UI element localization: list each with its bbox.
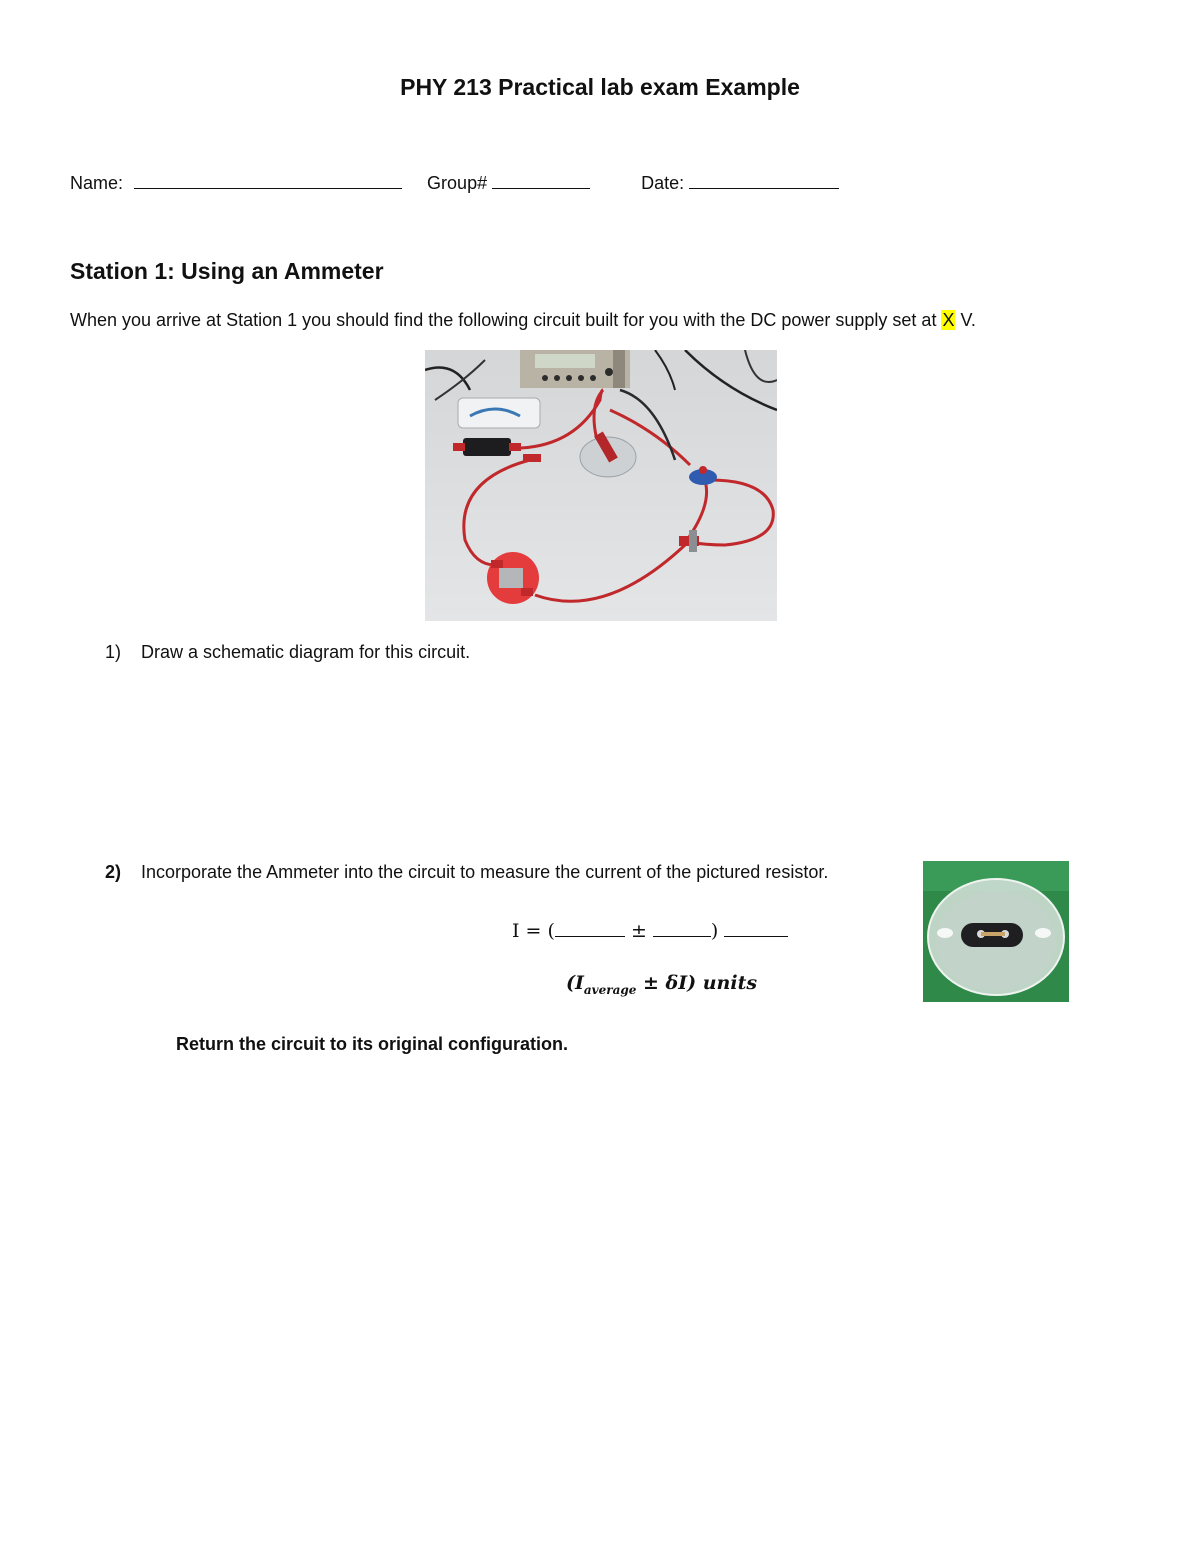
station-intro (70, 310, 976, 331)
equation-pm: ± (624, 920, 653, 942)
question-1-text: Draw a schematic diagram for this circuit. (141, 642, 471, 662)
question-1 (105, 642, 470, 663)
name-blank[interactable] (134, 170, 402, 189)
question-1-number: 1) (105, 642, 122, 662)
current-equation (512, 920, 788, 942)
legend-open: ( (566, 972, 575, 994)
equation-close: ) (710, 920, 719, 942)
page-title: PHY 213 Practical lab exam Example (400, 74, 800, 100)
station-heading: Station 1: Using an Ammeter (70, 258, 384, 284)
average-blank[interactable] (555, 920, 625, 937)
date-label: Date: (641, 173, 685, 193)
question-2-text: Incorporate the Ammeter into the circuit to measure the current of the pictured resistor. (141, 862, 829, 882)
question-2 (105, 862, 828, 883)
group-label: Group# (427, 173, 488, 193)
equation-legend (566, 972, 757, 997)
voltage-placeholder: X (942, 310, 955, 330)
legend-subscript: average (583, 982, 637, 997)
legend-symbol: I (575, 972, 584, 994)
uncertainty-blank[interactable] (653, 920, 711, 937)
student-info-row (70, 170, 839, 194)
date-blank[interactable] (689, 170, 839, 189)
name-label: Name: (70, 173, 124, 193)
intro-text: When you arrive at Station 1 you should find the following circuit built for you with the DC power supply set at (70, 310, 942, 330)
resistor-photo (923, 861, 1069, 1002)
units-blank[interactable] (724, 920, 788, 937)
group-field[interactable] (427, 170, 590, 194)
circuit-photo (425, 350, 777, 621)
question-2-number: 2) (105, 862, 122, 882)
legend-rest: ± δI) units (636, 972, 758, 994)
name-field[interactable] (70, 170, 402, 194)
closing-instruction: Return the circuit to its original configuration. (176, 1034, 569, 1054)
group-blank[interactable] (492, 170, 590, 189)
equation-lhs: I = ( (512, 920, 555, 942)
date-field[interactable] (641, 170, 839, 194)
intro-unit: V. (955, 310, 976, 330)
